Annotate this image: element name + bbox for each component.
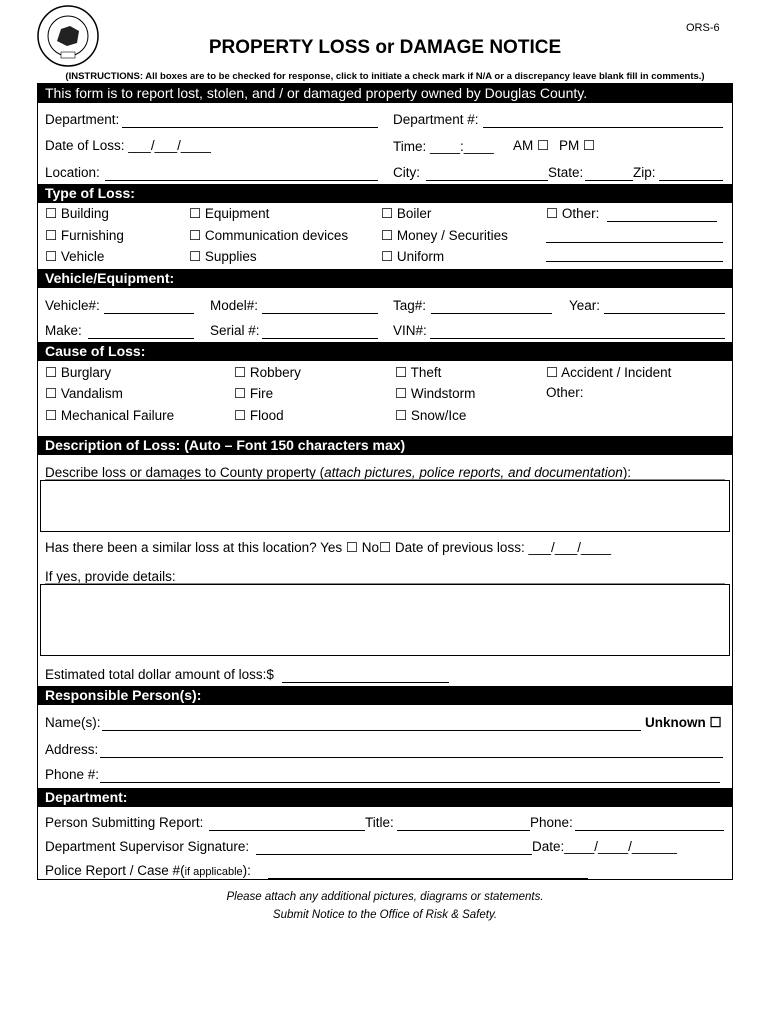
supplies-checkbox[interactable]: ☐ Supplies (189, 249, 257, 264)
names-field[interactable] (102, 730, 641, 731)
describe-loss-textarea[interactable] (40, 480, 730, 532)
vandalism-checkbox[interactable]: ☐ Vandalism (45, 386, 123, 401)
supervisor-signature-field[interactable] (256, 854, 532, 855)
footer-attach-note: Please attach any additional pictures, diagrams or statements. (226, 891, 544, 903)
instructions: (INSTRUCTIONS: All boxes are to be checked for response, click to initiate a check mark if N/A or a discrepancy leave blank fill in comments.) (65, 71, 705, 82)
similar-loss-question[interactable]: Has there been a similar loss at this location? Yes ☐ No☐ Date of previous loss: ___/___/____ (45, 540, 612, 555)
city-field[interactable] (426, 180, 548, 181)
accident-incident-checkbox[interactable]: ☐ Accident / Incident (546, 365, 672, 380)
unknown-checkbox[interactable]: Unknown ☐ (645, 715, 722, 730)
other-loss-checkbox[interactable]: ☐ Other: (546, 206, 600, 221)
location-label: Location: (45, 165, 100, 180)
city-label: City: (393, 165, 420, 180)
names-label: Name(s): (45, 715, 101, 730)
serial-number-label: Serial #: (210, 323, 260, 338)
am-checkbox[interactable]: AM ☐ (513, 138, 550, 153)
flood-checkbox[interactable]: ☐ Flood (234, 408, 284, 423)
communication-devices-checkbox[interactable]: ☐ Communication devices (189, 228, 349, 243)
estimated-loss-label: Estimated total dollar amount of loss:$ (45, 667, 274, 682)
furnishing-checkbox[interactable]: ☐ Furnishing (45, 228, 124, 243)
department-field[interactable] (122, 127, 378, 128)
estimated-loss-field[interactable] (282, 682, 449, 683)
location-field[interactable] (105, 180, 378, 181)
department-section-heading: Department: (38, 788, 732, 807)
title-label: Title: (365, 815, 394, 830)
police-report-field[interactable] (268, 878, 588, 879)
robbery-checkbox[interactable]: ☐ Robbery (234, 365, 301, 380)
intro-bar: This form is to report lost, stolen, and / or damaged property owned by Douglas County. (38, 84, 732, 103)
other-cause-label: Other: (546, 385, 584, 400)
other-loss-field-3[interactable] (546, 261, 723, 262)
page-title: PROPERTY LOSS or DAMAGE NOTICE (208, 37, 562, 58)
vehicle-checkbox[interactable]: ☐ Vehicle (45, 249, 105, 264)
if-yes-details-textarea[interactable] (40, 584, 730, 656)
department-number-field[interactable] (483, 127, 723, 128)
mechanical-failure-checkbox[interactable]: ☐ Mechanical Failure (45, 408, 175, 423)
other-loss-field[interactable] (607, 221, 717, 222)
zip-field[interactable] (659, 180, 723, 181)
make-label: Make: (45, 323, 82, 338)
make-field[interactable] (88, 338, 194, 339)
police-report-label: Police Report / Case #(if applicable): (45, 863, 251, 878)
address-field[interactable] (100, 757, 723, 758)
vehicle-equipment-heading: Vehicle/Equipment: (38, 269, 732, 288)
equipment-checkbox[interactable]: ☐ Equipment (189, 206, 270, 221)
form-id: ORS-6 (686, 22, 720, 34)
uniform-checkbox[interactable]: ☐ Uniform (381, 249, 445, 264)
cause-of-loss-heading: Cause of Loss: (38, 342, 732, 361)
tag-number-label: Tag#: (393, 298, 427, 313)
phone-field[interactable] (100, 782, 720, 783)
vin-number-field[interactable] (430, 338, 725, 339)
pm-checkbox[interactable]: PM ☐ (559, 138, 596, 153)
theft-checkbox[interactable]: ☐ Theft (395, 365, 442, 380)
department-phone-label: Phone: (530, 815, 573, 830)
supervisor-signature-label: Department Supervisor Signature: (45, 839, 250, 854)
state-label: State: (548, 165, 584, 180)
description-of-loss-heading: Description of Loss: (Auto – Font 150 characters max) (38, 436, 732, 455)
vin-number-label: VIN#: (393, 323, 427, 338)
describe-loss-label: Describe loss or damages to County property (attach pictures, police reports, and documentation): (45, 465, 632, 480)
year-field[interactable] (604, 313, 725, 314)
snow-ice-checkbox[interactable]: ☐ Snow/Ice (395, 408, 467, 423)
tag-number-field[interactable] (431, 313, 552, 314)
if-yes-label: If yes, provide details: (45, 569, 176, 584)
fire-checkbox[interactable]: ☐ Fire (234, 386, 274, 401)
burglary-checkbox[interactable]: ☐ Burglary (45, 365, 112, 380)
money-securities-checkbox[interactable]: ☐ Money / Securities (381, 228, 508, 243)
boiler-checkbox[interactable]: ☐ Boiler (381, 206, 432, 221)
submitting-person-field[interactable] (209, 830, 365, 831)
type-of-loss-heading: Type of Loss: (38, 184, 732, 203)
vehicle-number-label: Vehicle#: (45, 298, 100, 313)
model-number-field[interactable] (262, 313, 378, 314)
responsible-persons-heading: Responsible Person(s): (38, 686, 732, 705)
date-of-loss-field[interactable]: Date of Loss: ___/___/____ (45, 138, 211, 153)
windstorm-checkbox[interactable]: ☐ Windstorm (395, 386, 476, 401)
department-phone-field[interactable] (575, 830, 724, 831)
department-label: Department: (45, 112, 120, 127)
building-checkbox[interactable]: ☐ Building (45, 206, 109, 221)
year-label: Year: (569, 298, 601, 313)
date-field[interactable]: Date:____/____/______ (532, 839, 677, 854)
department-number-label: Department #: (393, 112, 479, 127)
footer-submit-note: Submit Notice to the Office of Risk & Safety. (272, 909, 498, 921)
address-label: Address: (45, 742, 99, 757)
serial-number-field[interactable] (262, 338, 378, 339)
phone-label: Phone #: (45, 767, 100, 782)
vehicle-number-field[interactable] (104, 313, 194, 314)
zip-label: Zip: (633, 165, 656, 180)
submitting-person-label: Person Submitting Report: (45, 815, 204, 830)
time-field[interactable]: Time: ____:____ (393, 139, 494, 154)
other-loss-field-2[interactable] (546, 242, 723, 243)
state-field[interactable] (585, 180, 633, 181)
title-field[interactable] (397, 830, 530, 831)
model-number-label: Model#: (210, 298, 259, 313)
